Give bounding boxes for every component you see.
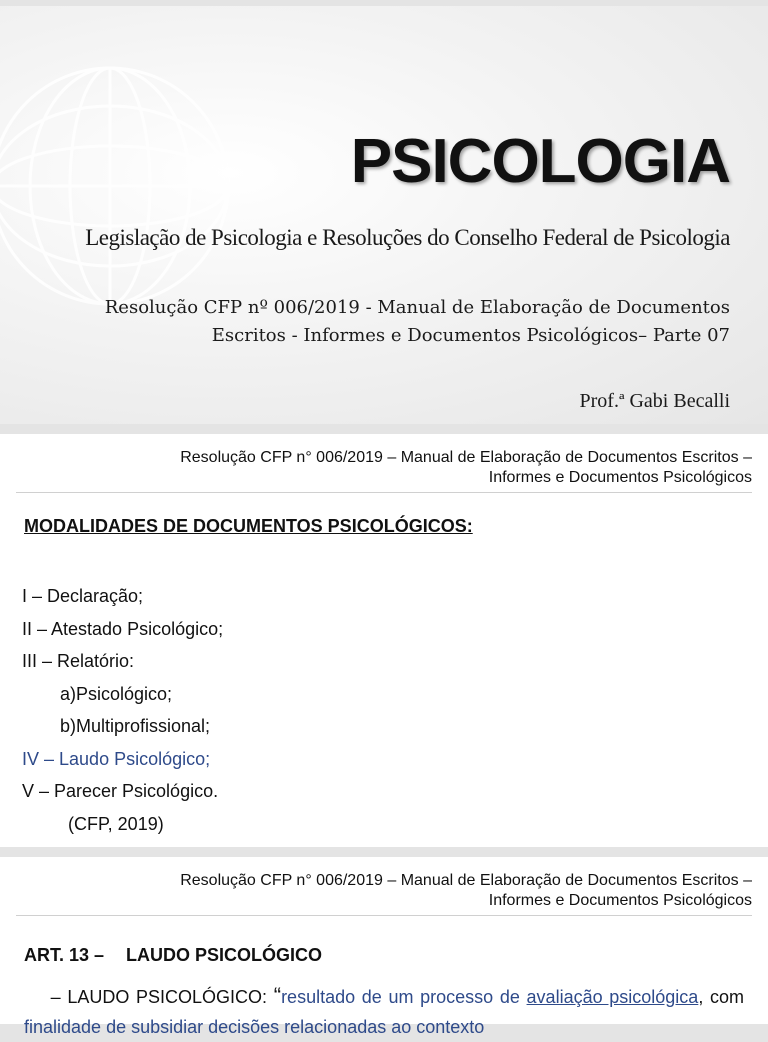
header-divider [16, 492, 752, 493]
para-underlined-text: avaliação psicológica [526, 987, 699, 1007]
title-slide [0, 6, 768, 424]
open-quote: “ [273, 983, 282, 1008]
article-heading [24, 945, 322, 966]
section-title: MODALIDADES DE DOCUMENTOS PSICOLÓGICOS: [24, 516, 473, 536]
list-item: III – Relatório: [22, 651, 135, 671]
citation: (CFP, 2019) [68, 813, 164, 834]
list-item: II – Atestado Psicológico; [22, 618, 224, 639]
list-item: a)Psicológico; [60, 683, 173, 704]
para-text: finalidade de subsidiar decisões relacionadas ao contexto [24, 1017, 485, 1037]
page-title: PSICOLOGIA [350, 127, 730, 196]
list-item: b)Multiprofissional; [60, 716, 211, 736]
laudo-slide [0, 857, 768, 1037]
article-paragraph [24, 981, 744, 1042]
slide-header [16, 871, 752, 911]
para-lead: – LAUDO PSICOLÓGICO: [50, 987, 274, 1007]
header-divider [16, 915, 752, 916]
author-name: Prof.ª Gabi Becalli [579, 390, 730, 412]
modalidades-slide [0, 434, 768, 847]
article-number: ART. 13 – [24, 945, 105, 965]
list-item-highlighted: IV – Laudo Psicológico; [22, 748, 211, 769]
resolution-subtitle: Resolução CFP nº 006/2019 - Manual de Elaboração de Documentos Escritos - Informes e Documentos Psicológicos– Parte 07 [104, 297, 730, 346]
para-text: resultado de um processo de [281, 987, 527, 1007]
para-text: , com [698, 987, 745, 1007]
subtitle: Legislação de Psicologia e Resoluções do Conselho Federal de Psicologia [85, 225, 730, 250]
list-item: V – Parecer Psicológico. [22, 781, 219, 801]
header-line-1: Resolução CFP n° 006/2019 – Manual de Elaboração de Documentos Escritos – [180, 872, 752, 889]
list-item: I – Declaração; [22, 586, 144, 606]
header-line-2: Informes e Documentos Psicológicos [488, 469, 752, 486]
article-title: LAUDO PSICOLÓGICO [126, 945, 323, 965]
document-types-list [22, 580, 223, 840]
header-line-2: Informes e Documentos Psicológicos [488, 892, 752, 909]
header-line-1: Resolução CFP n° 006/2019 – Manual de Elaboração de Documentos Escritos – [180, 449, 752, 466]
slide-header [16, 448, 752, 488]
globe-watermark-icon [0, 56, 240, 316]
